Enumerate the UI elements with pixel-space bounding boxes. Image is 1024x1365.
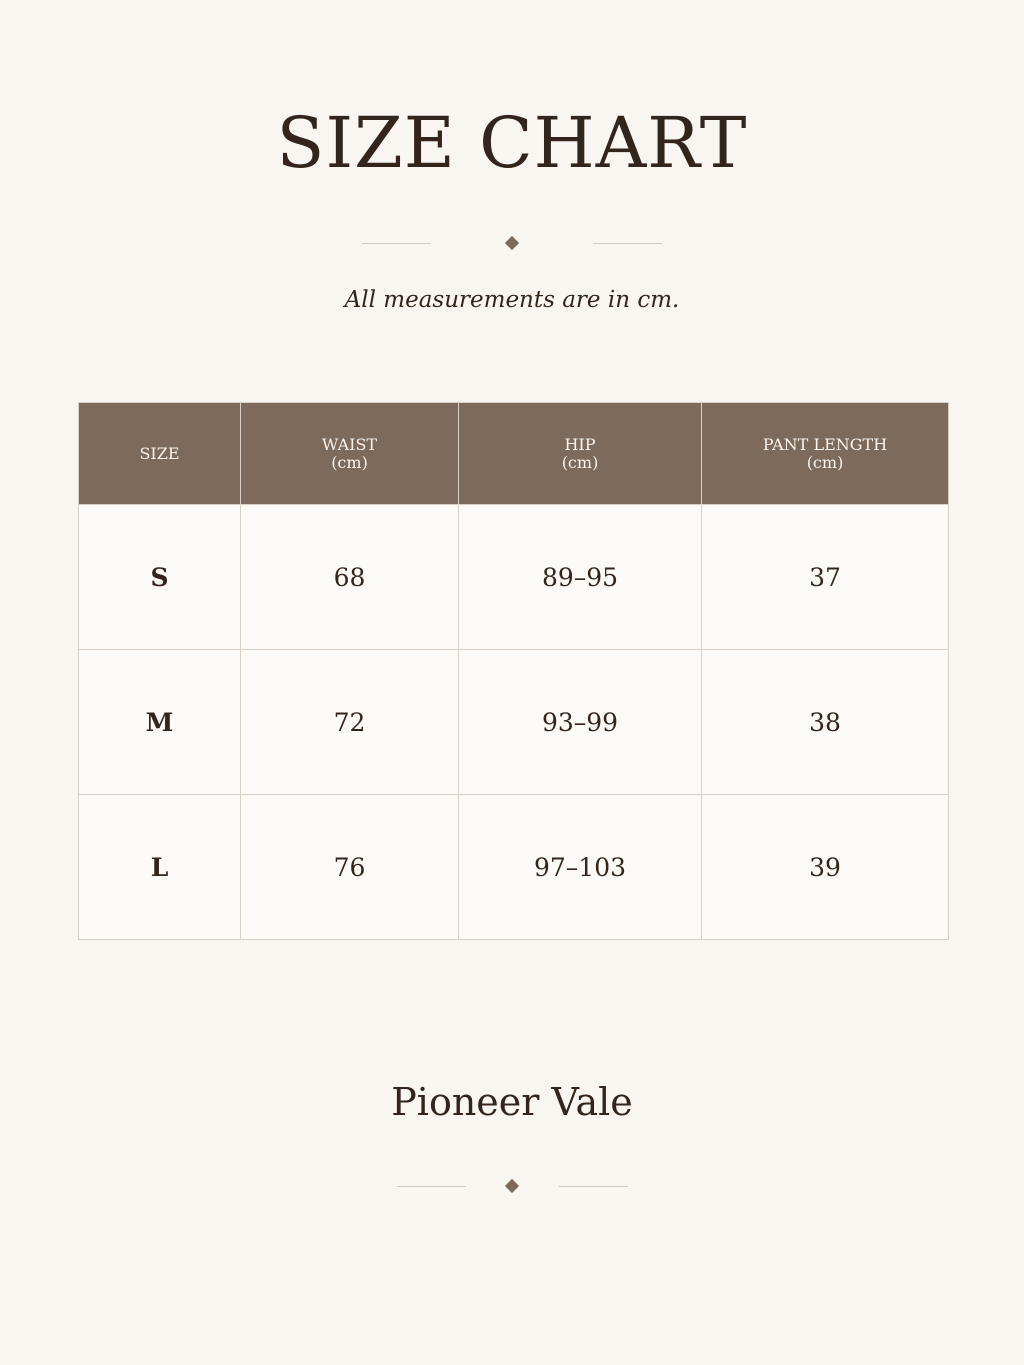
waist-cell: 76 (241, 795, 459, 940)
title-divider (362, 234, 662, 254)
hip-cell: 97–103 (459, 795, 702, 940)
waist-cell: 72 (241, 650, 459, 795)
hip-cell: 89–95 (459, 505, 702, 650)
measurement-note: All measurements are in cm. (344, 287, 680, 313)
divider-line-right (559, 1186, 628, 1187)
brand-name: Pioneer Vale (391, 1080, 633, 1124)
table-row (79, 795, 949, 940)
header-waist-label: WAIST (321, 434, 378, 454)
size-cell: L (79, 795, 241, 940)
diamond-icon (505, 1179, 519, 1193)
header-size-label: SIZE (139, 443, 180, 463)
header-hip (459, 403, 702, 505)
pant-length-cell: 39 (702, 795, 949, 940)
table-row (79, 505, 949, 650)
divider-line-left (397, 1186, 466, 1187)
size-cell: S (79, 505, 241, 650)
page-title: SIZE CHART (276, 102, 748, 184)
table-row (79, 650, 949, 795)
header-waist-unit: (cm) (331, 452, 368, 472)
hip-cell: 93–99 (459, 650, 702, 795)
header-pant-length (702, 403, 949, 505)
divider-line-left (362, 243, 431, 244)
header-pant-length-label: PANT LENGTH (762, 434, 888, 454)
brand-divider (397, 1177, 628, 1197)
size-cell: M (79, 650, 241, 795)
divider-line-right (593, 243, 662, 244)
header-hip-unit: (cm) (561, 452, 599, 472)
size-chart-table (78, 402, 949, 940)
table-header-row (79, 403, 949, 505)
waist-cell: 68 (241, 505, 459, 650)
pant-length-cell: 38 (702, 650, 949, 795)
header-waist (241, 403, 459, 505)
header-hip-label: HIP (564, 434, 596, 454)
pant-length-cell: 37 (702, 505, 949, 650)
header-size (79, 403, 241, 505)
diamond-icon (505, 236, 519, 250)
header-pant-length-unit: (cm) (806, 452, 844, 472)
